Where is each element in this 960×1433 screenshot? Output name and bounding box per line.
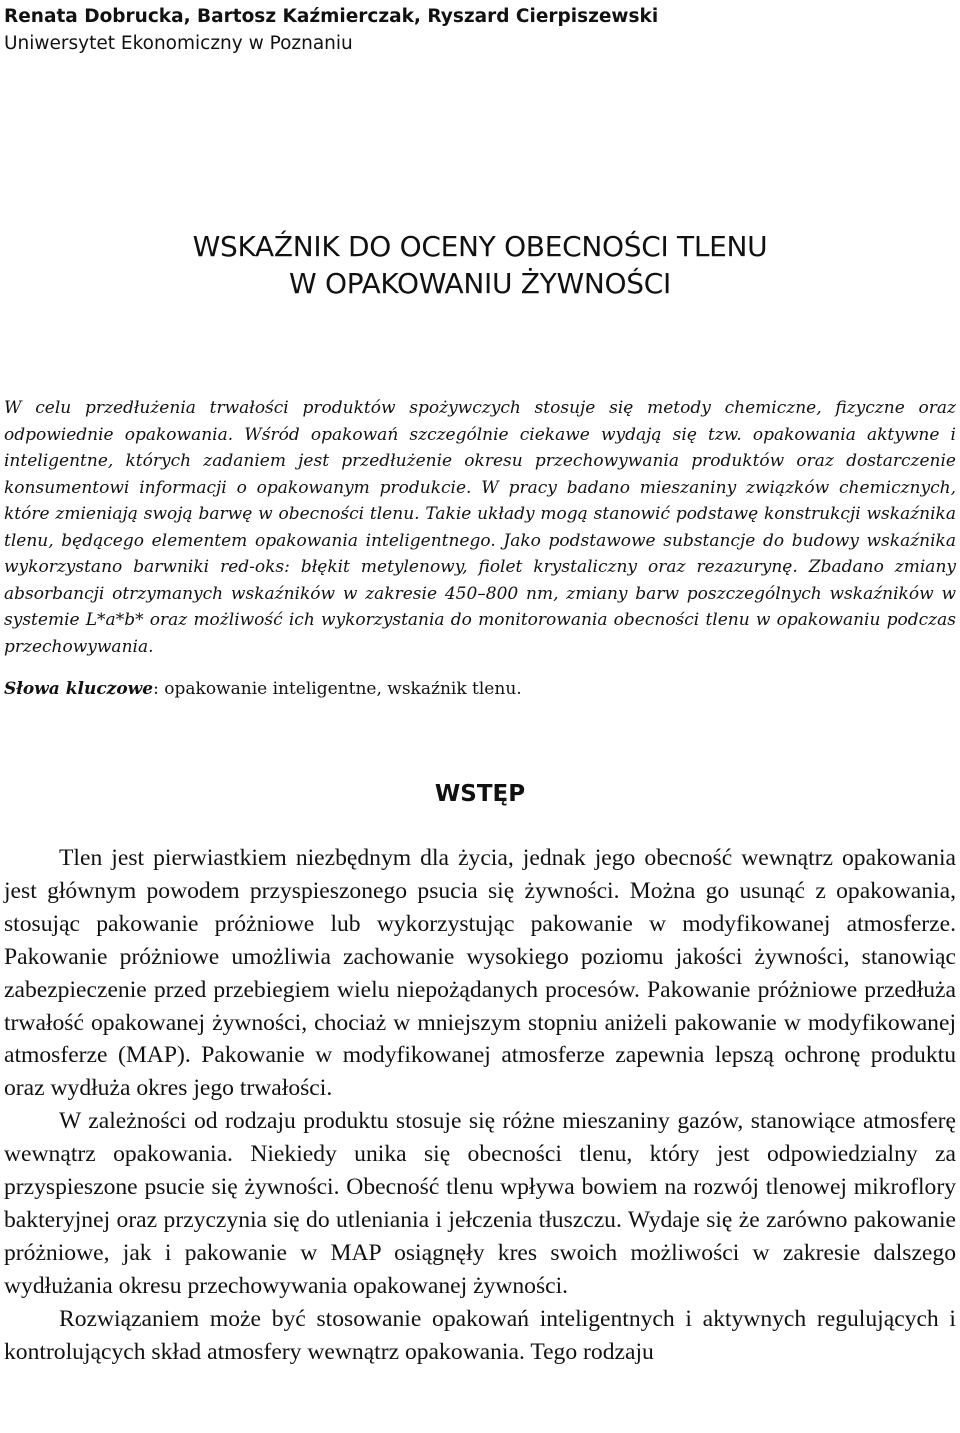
paper-title-line-1: WSKAŹNIK DO OCENY OBECNOŚCI TLENU <box>192 230 768 263</box>
section-heading: WSTĘP <box>434 781 526 807</box>
paragraph: W zależności od rodzaju produktu stosuje się różne mieszaniny gazów, stanowiące atmosferę wewnątrz opakowania. Niekiedy unika się obecności tlenu, który jest odpowiedzialny za przyspieszone psucie się żywności. Obecność tlenu wpływa bowiem na rozwój tlenowej mikroflory bakteryjnej oraz przyczynia się do utleniania i jełczenia tłuszczu. Wydaje się że zarówno pakowanie próżniowe, jak i pakowanie w MAP osiągnęły kres swoich możliwości w zakresie dalszego wydłużania okresu przechowywania opakowanej żywności. <box>4 1108 956 1299</box>
affiliation: Uniwersytet Ekonomiczny w Poznaniu <box>4 33 353 54</box>
paragraph: Rozwiązaniem może być stosowanie opakowań inteligentnych i aktywnych regulujących i kontrolujących skład atmosfery wewnątrz opakowania. Tego rodzaju <box>4 1305 956 1365</box>
keywords-label: Słowa kluczowe <box>4 679 154 699</box>
keywords-value: opakowanie inteligentne, wskaźnik tlenu. <box>164 679 522 699</box>
authors: Renata Dobrucka, Bartosz Kaźmierczak, Ryszard Cierpiszewski <box>4 6 659 27</box>
section-body <box>4 842 956 1369</box>
paper-title <box>0 228 960 302</box>
paper-title-line-2: W OPAKOWANIU ŻYWNOŚCI <box>289 267 671 300</box>
paragraph: Tlen jest pierwiastkiem niezbędnym dla życia, jednak jego obecność wewnątrz opakowania jest głównym powodem przyspieszonego psucia się żywności. Można go usunąć z opakowania, stosując pakowanie próżniowe lub wykorzystując pakowanie w modyfikowanej atmosferze. Pakowanie próżniowe umożliwia zachowanie wysokiego poziomu jakości żywności, stanowiąc zabezpieczenie przed przebiegiem wielu niepożądanych procesów. Pakowanie próżniowe przedłuża trwałość opakowanej żywności, chociaż w mniejszym stopniu aniżeli pakowanie w modyfikowanej atmosferze (MAP). Pakowanie w modyfikowanej atmosferze zapewnia lepszą ochronę produktu oraz wydłuża okres jego trwałości. <box>4 845 956 1102</box>
keywords <box>4 676 956 703</box>
keywords-separator: : <box>153 679 165 699</box>
abstract: W celu przedłużenia trwałości produktów spożywczych stosuje się metody chemiczne, fizyczne oraz odpowiednie opakowania. Wśród opakowań szczególnie ciekawe wydają się tzw. opakowania aktywne i inteligentne, których zadaniem jest przedłużenie okresu przechowywania produktów oraz dostarczenie konsumentowi informacji o opakowanym produkcie. W pracy badano mieszaniny związków chemicznych, które zmieniają swoją barwę w obecności tlenu. Takie układy mogą stanowić podstawę konstrukcji wskaźnika tlenu, będącego elementem opakowania inteligentnego. Jako podstawowe substancje do budowy wskaźnika wykorzystano barwniki red-oks: błękit metylenowy, fiolet krystaliczny oraz rezazurynę. Zbadano zmiany absorbancji otrzymanych wskaźników w zakresie 450–800 nm, zmiany barw poszczególnych wskaźników w systemie L*a*b* oraz możliwość ich wykorzystania do monitorowania obecności tlenu w opakowaniu podczas przechowywania. <box>4 398 956 657</box>
